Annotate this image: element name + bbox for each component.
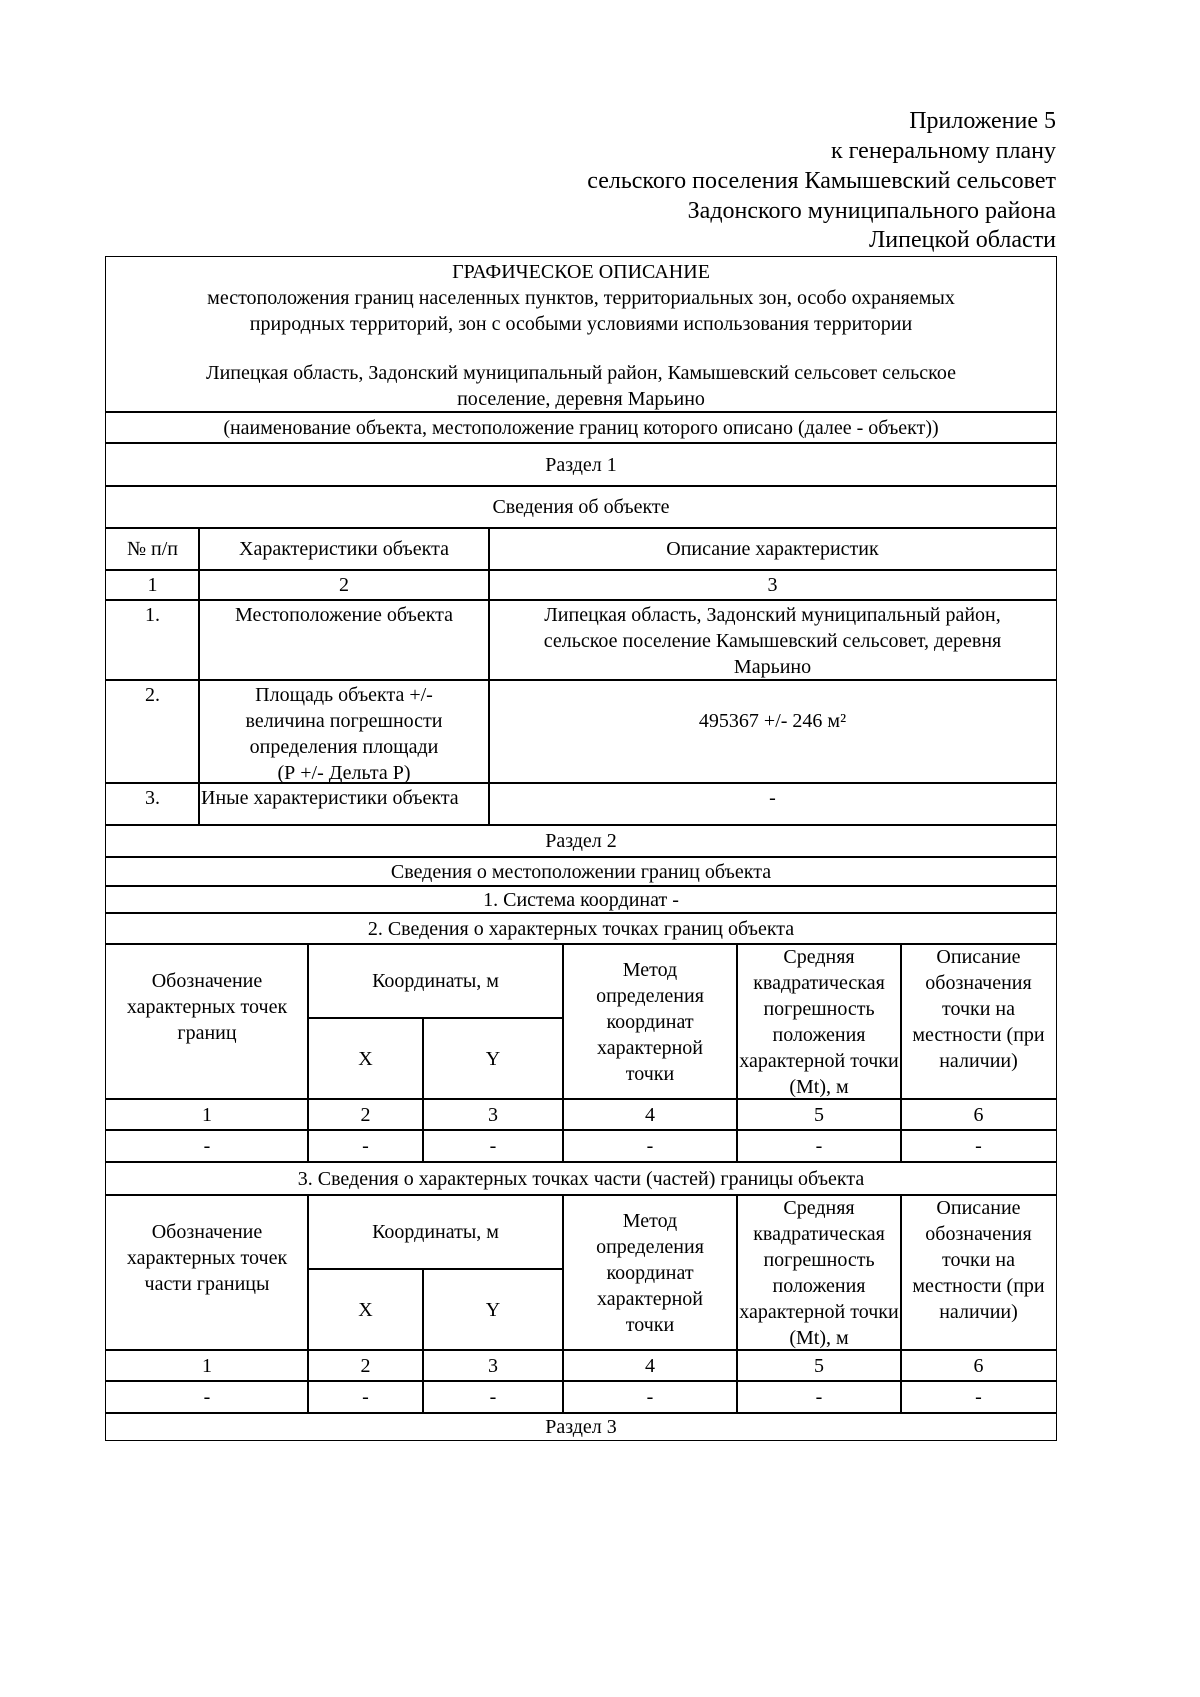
col-header: Координаты, м (307, 1194, 564, 1270)
empty-cell: - (422, 1380, 564, 1414)
object-name: Липецкая область, Задонский муниципальный район, Камышевский сельсовет сельское (206, 362, 956, 384)
row-value: Липецкая область, Задонский муниципальный район, сельское поселение Камышевский сельсовет, деревня Марьино (488, 599, 1057, 681)
col-header: Обозначение характерных точек границ (105, 943, 309, 1100)
col-number: 6 (900, 1098, 1057, 1131)
col-number: 1 (105, 1098, 309, 1131)
row-value: - (488, 782, 1057, 826)
row-name: Площадь объекта +/- величина погрешности определения площади (Р +/- Дельта Р) (198, 679, 490, 784)
col-number: 2 (198, 569, 490, 601)
col-header: X (307, 1017, 424, 1100)
col-number: 3 (422, 1098, 564, 1131)
row-number: 3. (105, 782, 200, 826)
col-number: 4 (562, 1349, 738, 1382)
row-name: Иные характеристики объекта (198, 782, 490, 826)
section2-title: Раздел 2 (105, 824, 1057, 858)
coord-system: 1. Система координат - (105, 885, 1057, 914)
title-block (105, 256, 1057, 413)
empty-cell: - (562, 1380, 738, 1414)
empty-cell: - (307, 1129, 424, 1163)
row-name: Местоположение объекта (198, 599, 490, 681)
empty-cell: - (562, 1129, 738, 1163)
empty-cell: - (900, 1129, 1057, 1163)
col-number: 4 (562, 1098, 738, 1131)
col-header: Описание обозначения точки на местности (при наличии) (900, 1194, 1057, 1351)
col-header: № п/п (105, 527, 200, 571)
col-number: 1 (105, 569, 200, 601)
col-header: Описание обозначения точки на местности (при наличии) (900, 943, 1057, 1100)
section2-subtitle: Сведения о местоположении границ объекта (105, 856, 1057, 887)
empty-cell: - (900, 1380, 1057, 1414)
doc-subtitle: природных территорий, зон с особыми условиями использования территории (249, 313, 913, 335)
caption: (наименование объекта, местоположение границ которого описано (далее - объект)) (105, 411, 1057, 444)
col-header: Координаты, м (307, 943, 564, 1019)
col-number: 2 (307, 1349, 424, 1382)
col-header: Метод определения координат характерной точки (562, 943, 738, 1100)
col-number: 3 (488, 569, 1057, 601)
col-header: X (307, 1268, 424, 1351)
row-number: 2. (105, 679, 200, 784)
empty-cell: - (736, 1380, 902, 1414)
col-header: Y (422, 1017, 564, 1100)
empty-cell: - (422, 1129, 564, 1163)
appendix-line: Липецкой области (869, 227, 1056, 253)
empty-cell: - (105, 1380, 309, 1414)
col-header: Метод определения координат характерной точки (562, 1194, 738, 1351)
col-header: Характеристики объекта (198, 527, 490, 571)
col-header: Обозначение характерных точек части границы (105, 1194, 309, 1351)
parts-title: 3. Сведения о характерных точках части (частей) границы объекта (105, 1161, 1057, 1196)
object-name: поселение, деревня Марьино (457, 388, 705, 410)
section1-title: Раздел 1 (105, 442, 1057, 487)
appendix-line: Приложение 5 (909, 108, 1056, 134)
col-header: Y (422, 1268, 564, 1351)
col-number: 1 (105, 1349, 309, 1382)
col-header: Описание характеристик (488, 527, 1057, 571)
row-number: 1. (105, 599, 200, 681)
appendix-line: Задонского муниципального района (687, 198, 1056, 224)
col-number: 3 (422, 1349, 564, 1382)
empty-cell: - (307, 1380, 424, 1414)
doc-subtitle: местоположения границ населенных пунктов, территориальных зон, особо охраняемых (207, 287, 955, 309)
empty-cell: - (736, 1129, 902, 1163)
appendix-line: к генеральному плану (830, 138, 1056, 164)
col-header: Средняя квадратическая погрешность положения характерной точки (Mt), м (736, 943, 902, 1100)
row-value: 495367 +/- 246 м² (488, 679, 1057, 784)
points-title: 2. Сведения о характерных точках границ объекта (105, 912, 1057, 945)
col-number: 5 (736, 1098, 902, 1131)
appendix-line: сельского поселения Камышевский сельсовет (587, 168, 1056, 194)
doc-title: ГРАФИЧЕСКОЕ ОПИСАНИЕ (452, 261, 710, 283)
col-number: 2 (307, 1098, 424, 1131)
col-number: 5 (736, 1349, 902, 1382)
section3-title: Раздел 3 (105, 1412, 1057, 1441)
col-number: 6 (900, 1349, 1057, 1382)
empty-cell: - (105, 1129, 309, 1163)
section1-subtitle: Сведения об объекте (105, 485, 1057, 529)
col-header: Средняя квадратическая погрешность положения характерной точки (Mt), м (736, 1194, 902, 1351)
